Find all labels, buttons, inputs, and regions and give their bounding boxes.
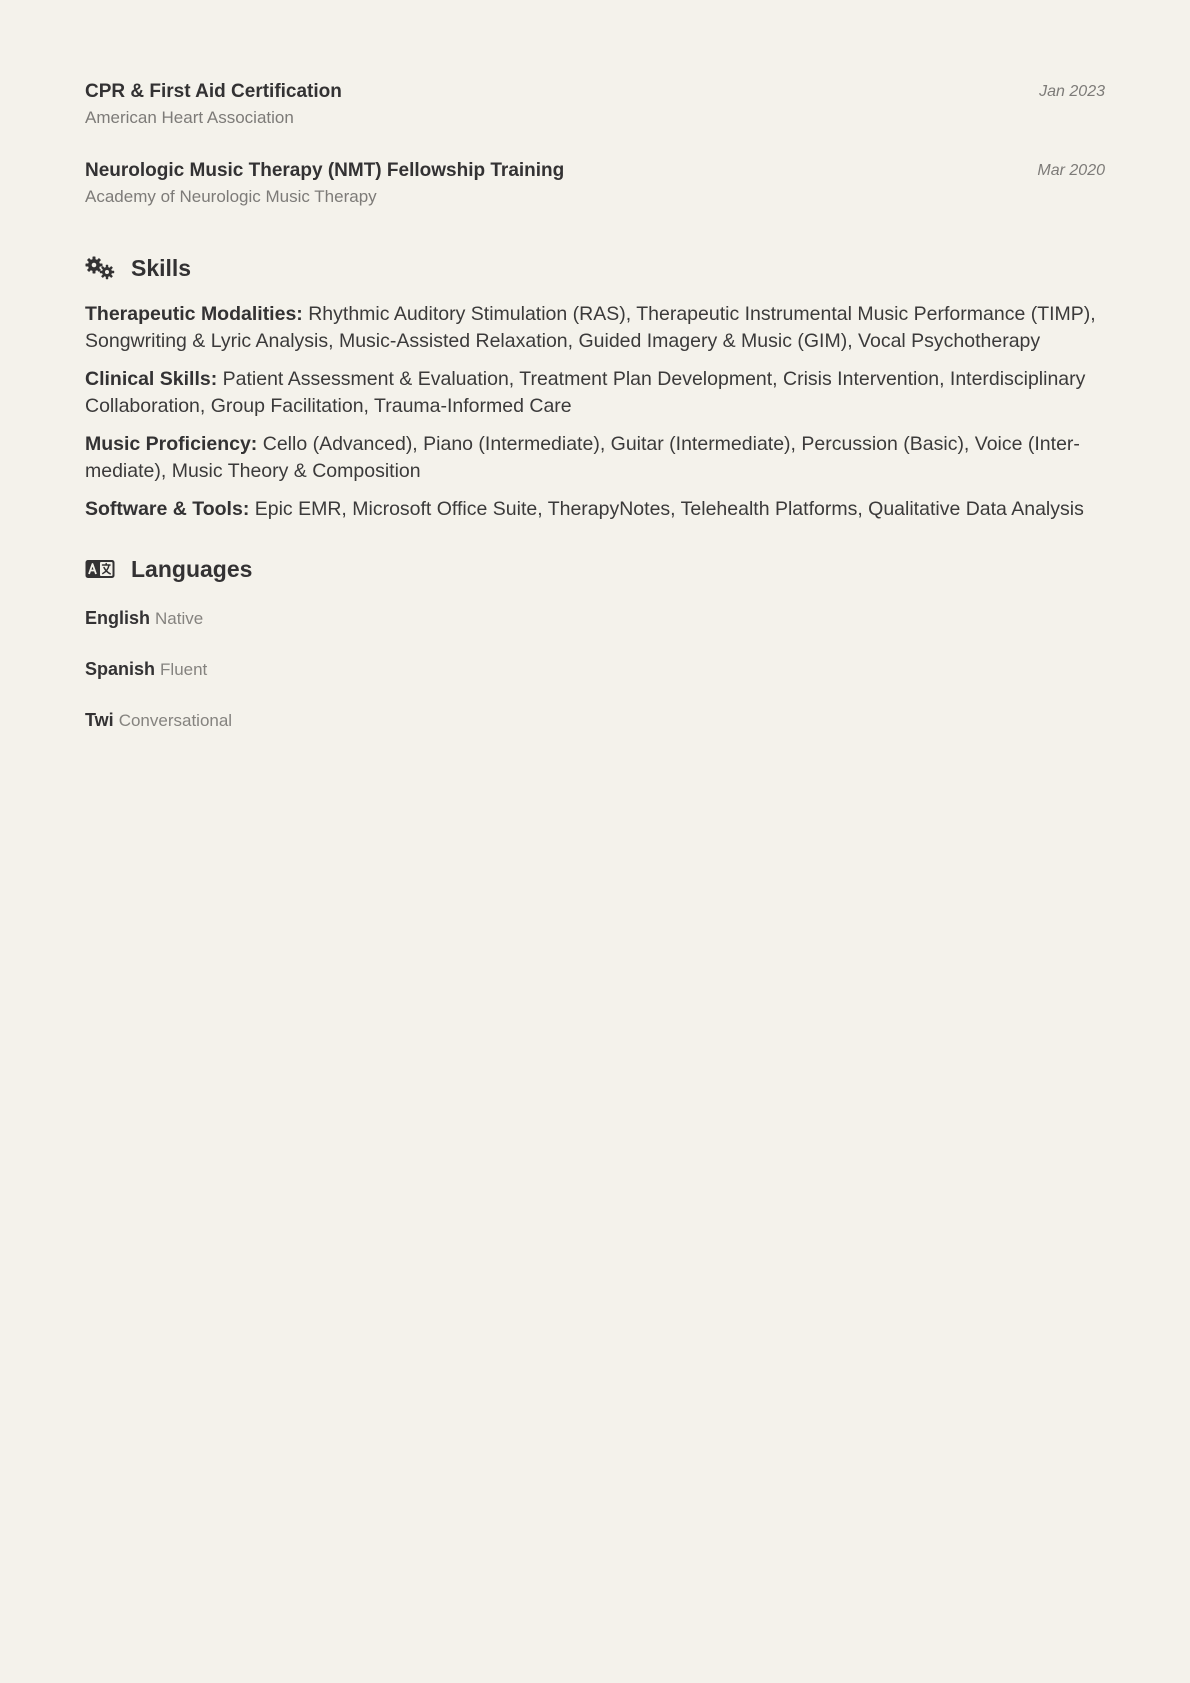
skill-item <box>85 366 1105 420</box>
language-item <box>85 656 1105 683</box>
section-title: Languages <box>131 555 253 582</box>
skill-text: Patient Assessment & Evaluation, Treatment Plan Development, Crisis Intervention, Interdisciplinary Collaboration, Group Facilitation, Trauma-Informed Care <box>85 368 1086 417</box>
certification-issuer: American Heart Association <box>85 108 294 127</box>
certification-item <box>85 78 1105 130</box>
skill-item <box>85 431 1105 485</box>
language-icon <box>85 556 115 582</box>
skill-item <box>85 301 1105 355</box>
certification-title: CPR & First Aid Certification <box>85 81 342 102</box>
skill-label: Music Proficiency: <box>85 433 258 455</box>
language-item <box>85 707 1105 734</box>
languages-section-header <box>85 553 1105 585</box>
section-title: Skills <box>131 254 192 281</box>
language-name: English <box>85 608 151 628</box>
skill-text: Epic EMR, Microsoft Office Suite, TherapyNotes, Telehealth Platforms, Qualitative Data Analysis <box>254 498 1084 520</box>
skill-label: Clinical Skills: <box>85 368 218 390</box>
language-level: Native <box>155 609 204 628</box>
certification-item <box>85 157 1105 209</box>
certification-date: Jan 2023 <box>1039 83 1105 100</box>
language-level: Conversational <box>118 711 233 730</box>
skill-text: Rhythmic Auditory Stimulation (RAS), Therapeutic Instrumental Music Performance (TIMP), Songwriting & Lyric Analysis, Music-Assisted Relaxation, Guided Imagery & Music (GIM), Vocal Psychotherapy <box>85 303 1096 352</box>
skill-label: Therapeutic Modalities: <box>85 303 303 325</box>
certification-title: Neurologic Music Therapy (NMT) Fellowship Training <box>85 160 565 181</box>
certification-date: Mar 2020 <box>1037 162 1105 179</box>
certification-issuer: Academy of Neurologic Music Therapy <box>85 187 377 206</box>
skill-label: Software & Tools: <box>85 498 250 520</box>
skills-section-header <box>85 252 1105 284</box>
language-name: Twi <box>85 710 114 730</box>
gears-icon <box>85 255 115 281</box>
language-level: Fluent <box>160 660 208 679</box>
language-item <box>85 605 1105 632</box>
skill-item <box>85 496 1105 523</box>
skill-text: Cello (Advanced), Piano (Intermediate), Guitar (Intermediate), Percussion (Basic), Voice (Intermediate), Music Theory & Composition <box>85 433 1080 482</box>
language-name: Spanish <box>85 659 156 679</box>
